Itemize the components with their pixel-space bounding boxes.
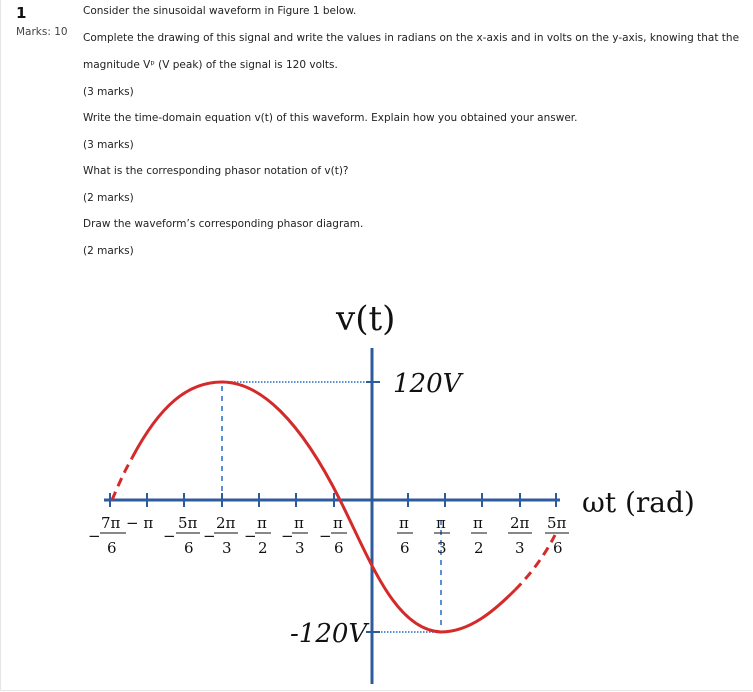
tick-label-denominator: 3 (222, 539, 232, 557)
tick-label-sign: − (88, 527, 101, 545)
question-number: 1 (16, 4, 27, 22)
marks-note: (3 marks) (83, 86, 134, 98)
question-text-line: Draw the waveform’s corresponding phasor diagram. (83, 218, 364, 230)
tick-label-numerator: 5π (547, 514, 567, 532)
tick-label-sign: − (244, 527, 257, 545)
tick-label-sign: − (281, 527, 294, 545)
tick-label-numerator: π (333, 514, 343, 532)
tick-label-denominator: 2 (474, 539, 484, 557)
waveform-dashed-left (112, 458, 132, 500)
y-axis-title: v(t) (336, 299, 396, 339)
tick-label-denominator: 6 (400, 539, 410, 557)
tick-label-denominator: 6 (553, 539, 563, 557)
marks-label: Marks: 10 (16, 26, 68, 38)
tick-label-denominator: 3 (515, 539, 525, 557)
tick-label-numerator: − π (126, 514, 154, 532)
tick-label-denominator: 6 (184, 539, 194, 557)
tick-label-numerator: π (257, 514, 267, 532)
question-text-line: What is the corresponding phasor notation of v(t)? (83, 165, 349, 177)
tick-label-numerator: 5π (178, 514, 198, 532)
marks-note: (2 marks) (83, 192, 134, 204)
waveform-curve (132, 382, 515, 632)
tick-label-numerator: 2π (216, 514, 236, 532)
question-text-line: magnitude Vᵖ (V peak) of the signal is 120 volts. (83, 59, 338, 71)
tick-label-numerator: 2π (510, 514, 530, 532)
x-axis-title: ωt (rad) (582, 486, 695, 519)
tick-label-denominator: 6 (107, 539, 117, 557)
question-text-line: Write the time-domain equation v(t) of this waveform. Explain how you obtained your answer. (83, 112, 578, 124)
tick-label-numerator: π (473, 514, 483, 532)
trough-value-label: -120V (290, 619, 368, 649)
marks-note: (3 marks) (83, 139, 134, 151)
tick-label-sign: − (203, 527, 216, 545)
tick-label-denominator: 2 (258, 539, 268, 557)
tick-label-numerator: π (399, 514, 409, 532)
marks-note: (2 marks) (83, 245, 134, 257)
question-text-line: Complete the drawing of this signal and write the values in radians on the x-axis and in volts on the y-axis, knowing that the (83, 32, 740, 44)
tick-label-numerator: π (436, 514, 446, 532)
tick-label-denominator: 3 (295, 539, 305, 557)
tick-label-denominator: 6 (334, 539, 344, 557)
tick-label-numerator: 7π (101, 514, 121, 532)
tick-label-sign: − (163, 527, 176, 545)
peak-value-label: 120V (393, 369, 462, 399)
question-text-line: Consider the sinusoidal waveform in Figure 1 below. (83, 5, 357, 17)
tick-label-denominator: 3 (437, 539, 447, 557)
tick-label-sign: − (319, 527, 332, 545)
tick-label-numerator: π (294, 514, 304, 532)
